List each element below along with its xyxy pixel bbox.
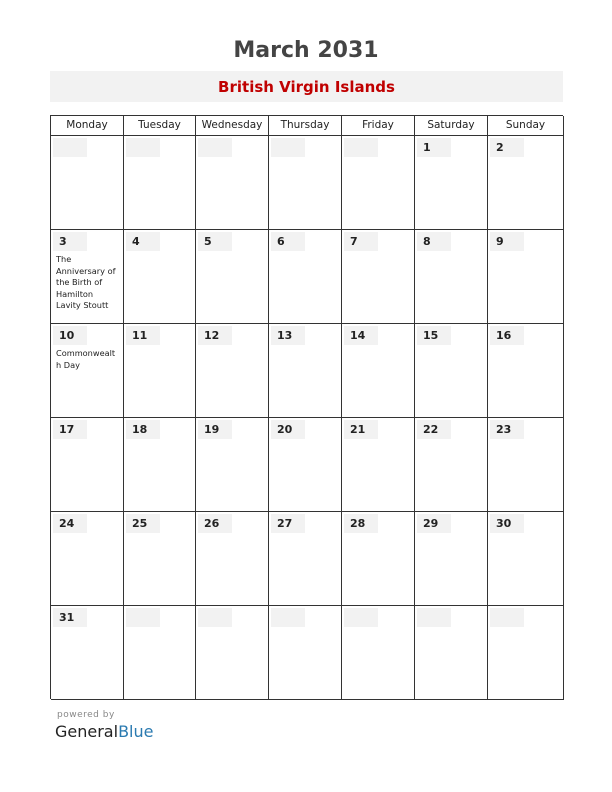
day-number: 18 [126,420,160,439]
day-cell-12 [196,324,269,418]
day-cell-empty [342,606,415,700]
weekday-friday: Friday [342,116,415,136]
day-number: 4 [126,232,160,251]
weekday-thursday: Thursday [269,116,342,136]
day-cell-2 [488,136,564,230]
day-number [417,608,451,627]
day-cell-26 [196,512,269,606]
day-number: 29 [417,514,451,533]
generalblue-logo[interactable] [55,722,153,741]
powered-by-label: powered by [57,710,115,720]
weekday-saturday: Saturday [415,116,488,136]
day-number: 15 [417,326,451,345]
week-row [51,512,563,606]
day-number [198,608,232,627]
day-number [198,138,232,157]
day-cell-27 [269,512,342,606]
day-cell-30 [488,512,564,606]
week-row [51,324,563,418]
day-cell-13 [269,324,342,418]
day-cell-19 [196,418,269,512]
day-number: 9 [490,232,524,251]
day-number: 12 [198,326,232,345]
day-number: 26 [198,514,232,533]
day-number [271,608,305,627]
day-cell-1 [415,136,488,230]
day-cell-29 [415,512,488,606]
day-cell-18 [124,418,196,512]
day-cell-21 [342,418,415,512]
day-cell-3 [51,230,124,324]
day-number: 19 [198,420,232,439]
weekday-wednesday: Wednesday [196,116,269,136]
day-cell-4 [124,230,196,324]
logo-text-general: General [55,722,119,741]
day-cell-empty [342,136,415,230]
week-row [51,136,563,230]
day-cell-empty [196,606,269,700]
day-number: 13 [271,326,305,345]
day-number [271,138,305,157]
day-cell-15 [415,324,488,418]
day-number: 1 [417,138,451,157]
calendar-grid [50,115,563,699]
day-cell-empty [269,606,342,700]
day-cell-28 [342,512,415,606]
day-number: 28 [344,514,378,533]
day-cell-11 [124,324,196,418]
day-cell-empty [51,136,124,230]
day-number [126,608,160,627]
day-cell-empty [124,606,196,700]
day-number: 2 [490,138,524,157]
day-number: 30 [490,514,524,533]
day-cell-14 [342,324,415,418]
day-number: 6 [271,232,305,251]
day-number: 27 [271,514,305,533]
day-number: 17 [53,420,87,439]
day-cell-24 [51,512,124,606]
day-cell-10 [51,324,124,418]
day-cell-17 [51,418,124,512]
day-number [53,138,87,157]
day-number: 16 [490,326,524,345]
day-number: 25 [126,514,160,533]
day-number: 7 [344,232,378,251]
day-cell-8 [415,230,488,324]
day-number [344,138,378,157]
day-cell-20 [269,418,342,512]
weekday-monday: Monday [51,116,124,136]
day-number: 14 [344,326,378,345]
day-cell-31 [51,606,124,700]
day-number: 31 [53,608,87,627]
logo-text-blue: Blue [118,722,154,741]
day-cell-25 [124,512,196,606]
weeks-container [51,136,563,700]
day-cell-empty [488,606,564,700]
day-cell-5 [196,230,269,324]
day-number: 20 [271,420,305,439]
day-number: 3 [53,232,87,251]
day-number [490,608,524,627]
day-cell-empty [415,606,488,700]
day-number: 23 [490,420,524,439]
week-row [51,230,563,324]
day-cell-9 [488,230,564,324]
day-number: 8 [417,232,451,251]
day-cell-6 [269,230,342,324]
day-cell-empty [269,136,342,230]
day-number: 5 [198,232,232,251]
holiday-label: Commonwealth Day [56,348,116,370]
country-banner [50,71,563,102]
week-row [51,606,563,700]
day-cell-empty [196,136,269,230]
day-number: 24 [53,514,87,533]
day-number [126,138,160,157]
country-name: British Virgin Islands [218,78,395,96]
day-number [344,608,378,627]
page-title: March 2031 [233,38,379,63]
weekday-sunday: Sunday [488,116,564,136]
day-number: 21 [344,420,378,439]
day-cell-empty [124,136,196,230]
weekday-header [51,116,563,136]
day-cell-16 [488,324,564,418]
holiday-label: The Anniversary of the Birth of Hamilton Lavity Stoutt [56,254,116,310]
day-number: 11 [126,326,160,345]
day-number: 22 [417,420,451,439]
day-cell-7 [342,230,415,324]
day-number: 10 [53,326,87,345]
week-row [51,418,563,512]
day-cell-22 [415,418,488,512]
day-cell-23 [488,418,564,512]
weekday-tuesday: Tuesday [124,116,196,136]
